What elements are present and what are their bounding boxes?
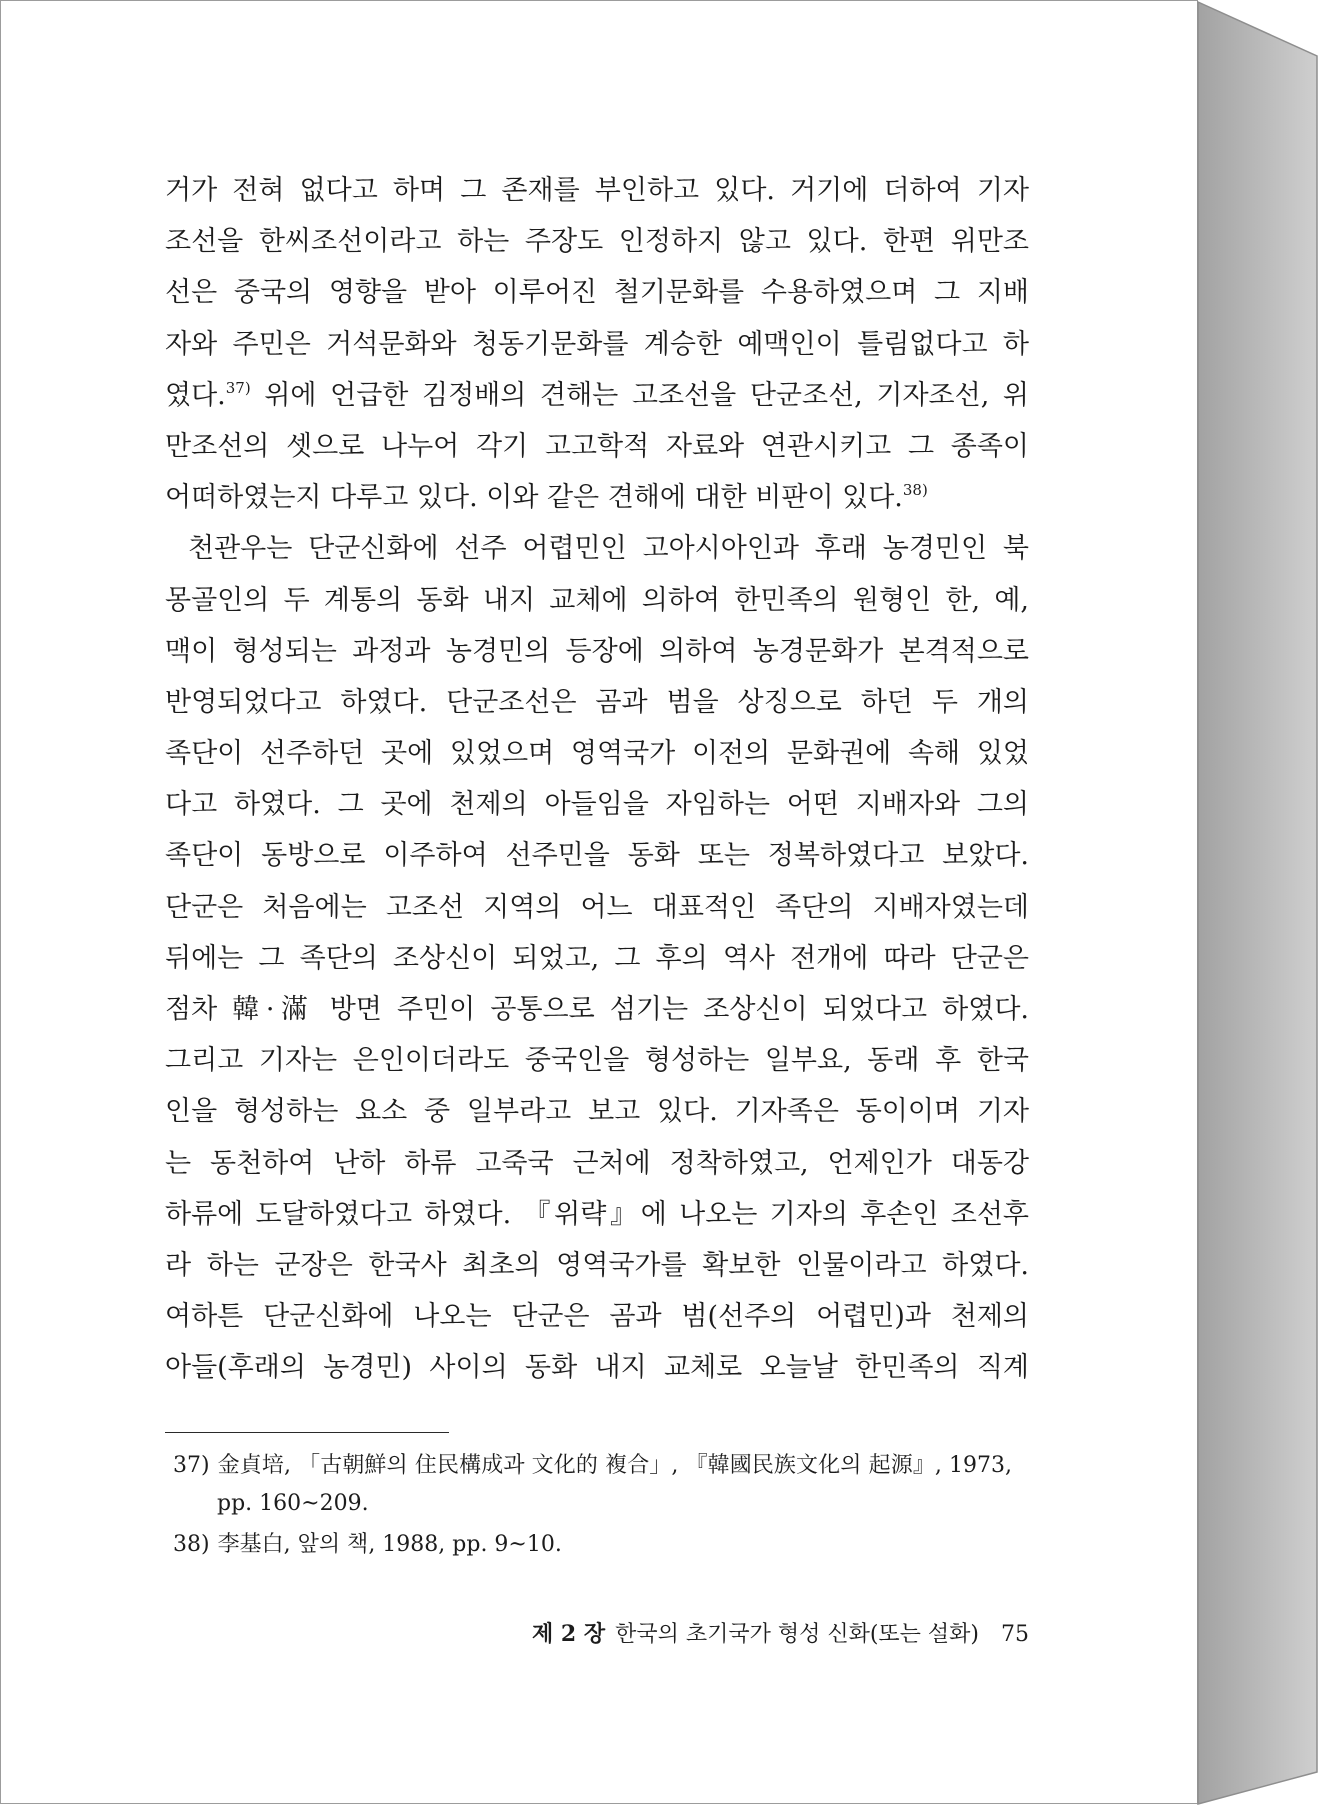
running-footer bbox=[400, 1614, 1029, 1654]
paragraph-1 bbox=[165, 165, 1029, 523]
text-line bbox=[165, 370, 1029, 421]
text-line: 천관우는 단군신화에 선주 어렵민인 고아시아인과 후래 농경민인 북 bbox=[188, 533, 1029, 565]
text-line: 맥이 형성되는 과정과 농경민의 등장에 의하여 농경문화가 본격적으로 bbox=[165, 635, 1029, 667]
footnote-ref-38: 38) bbox=[902, 481, 928, 500]
text-line: 하류에 도달하였다고 하였다. 『위략』에 나오는 기자의 후손인 조선후 bbox=[165, 1198, 1029, 1230]
footnote-37 bbox=[173, 1447, 1012, 1523]
footnote-text: 李基白, 앞의 책, 1988, pp. 9~10. bbox=[217, 1532, 562, 1557]
text-line: 그리고 기자는 은인이더라도 중국인을 형성하는 일부요, 동래 후 한국 bbox=[165, 1045, 1029, 1077]
footnote-text: 金貞培, 「古朝鮮의 住民構成과 文化的 複合」, 『韓國民族文化의 起源』, 1973, bbox=[217, 1453, 1012, 1478]
text-line: 조선을 한씨조선이라고 하는 주장도 인정하지 않고 있다. 한편 위만조 bbox=[165, 226, 1029, 258]
text-line: 족단이 동방으로 이주하여 선주민을 동화 또는 정복하였다고 보았다. bbox=[165, 840, 1029, 872]
body-text bbox=[165, 165, 1029, 1394]
text-line: 몽골인의 두 계통의 동화 내지 교체에 의하여 한민족의 원형인 한, 예, bbox=[165, 584, 1029, 616]
text-line: 거가 전혀 없다고 하며 그 존재를 부인하고 있다. 거기에 더하여 기자 bbox=[165, 175, 1029, 206]
text-segment: 였다. bbox=[165, 379, 226, 411]
text-line: 라 하는 군장은 한국사 최초의 영역국가를 확보한 인물이라고 하였다. bbox=[165, 1249, 1029, 1281]
text-line bbox=[165, 472, 1029, 523]
footnote-line bbox=[173, 1447, 1012, 1485]
footnote-line: pp. 160~209. bbox=[217, 1491, 369, 1516]
text-line: 반영되었다고 하였다. 단군조선은 곰과 범을 상징으로 하던 두 개의 bbox=[165, 686, 1029, 718]
text-line: 여하튼 단군신화에 나오는 단군은 곰과 범(선주의 어렵민)과 천제의 bbox=[165, 1301, 1029, 1333]
text-line: 다고 하였다. 그 곳에 천제의 아들임을 자임하는 어떤 지배자와 그의 bbox=[165, 789, 1029, 821]
text-line: 점차 韓·滿 방면 주민이 공통으로 섬기는 조상신이 되었다고 하였다. bbox=[165, 994, 1029, 1025]
footnote-number: 38) bbox=[173, 1532, 210, 1557]
text-line: 는 동천하여 난하 하류 고죽국 근처에 정착하였고, 언제인가 대동강 bbox=[165, 1147, 1029, 1179]
footnote-ref-37: 37) bbox=[225, 378, 251, 397]
text-line: 단군은 처음에는 고조선 지역의 어느 대표적인 족단의 지배자였는데 bbox=[165, 891, 1029, 923]
text-line: 선은 중국의 영향을 받아 이루어진 철기문화를 수용하였으며 그 지배 bbox=[165, 277, 1029, 309]
page-number: 75 bbox=[1001, 1622, 1029, 1647]
text-line: 족단이 선주하던 곳에 있었으며 영역국가 이전의 문화권에 속해 있었 bbox=[165, 738, 1029, 770]
text-line: 만조선의 셋으로 나누어 각기 고고학적 자료와 연관시키고 그 종족이 bbox=[165, 430, 1029, 462]
footer-title: 한국의 초기국가 형성 신화(또는 설화) bbox=[615, 1622, 979, 1647]
book-edge-slab bbox=[1198, 2, 1317, 1804]
text-segment: 위에 언급한 김정배의 견해는 고조선을 단군조선, 기자조선, 위 bbox=[250, 379, 1029, 411]
text-segment: 어떠하였는지 다루고 있다. 이와 같은 견해에 대한 비판이 있다. bbox=[165, 482, 903, 514]
footer-chapter: 제 2 장 bbox=[531, 1621, 606, 1647]
footnote-line bbox=[173, 1526, 1012, 1564]
footnote-divider bbox=[165, 1432, 449, 1433]
text-line: 아들(후래의 농경민) 사이의 동화 내지 교체로 오늘날 한민족의 직계 bbox=[165, 1352, 1029, 1384]
paragraph-2 bbox=[165, 523, 1029, 1393]
footnote-number: 37) bbox=[173, 1453, 210, 1478]
text-line: 뒤에는 그 족단의 조상신이 되었고, 그 후의 역사 전개에 따라 단군은 bbox=[165, 942, 1029, 974]
text-line: 자와 주민은 거석문화와 청동기문화를 계승한 예맥인이 틀림없다고 하 bbox=[165, 328, 1029, 360]
text-line: 인을 형성하는 요소 중 일부라고 보고 있다. 기자족은 동이이며 기자 bbox=[165, 1096, 1029, 1128]
footnote-38 bbox=[173, 1526, 1012, 1564]
